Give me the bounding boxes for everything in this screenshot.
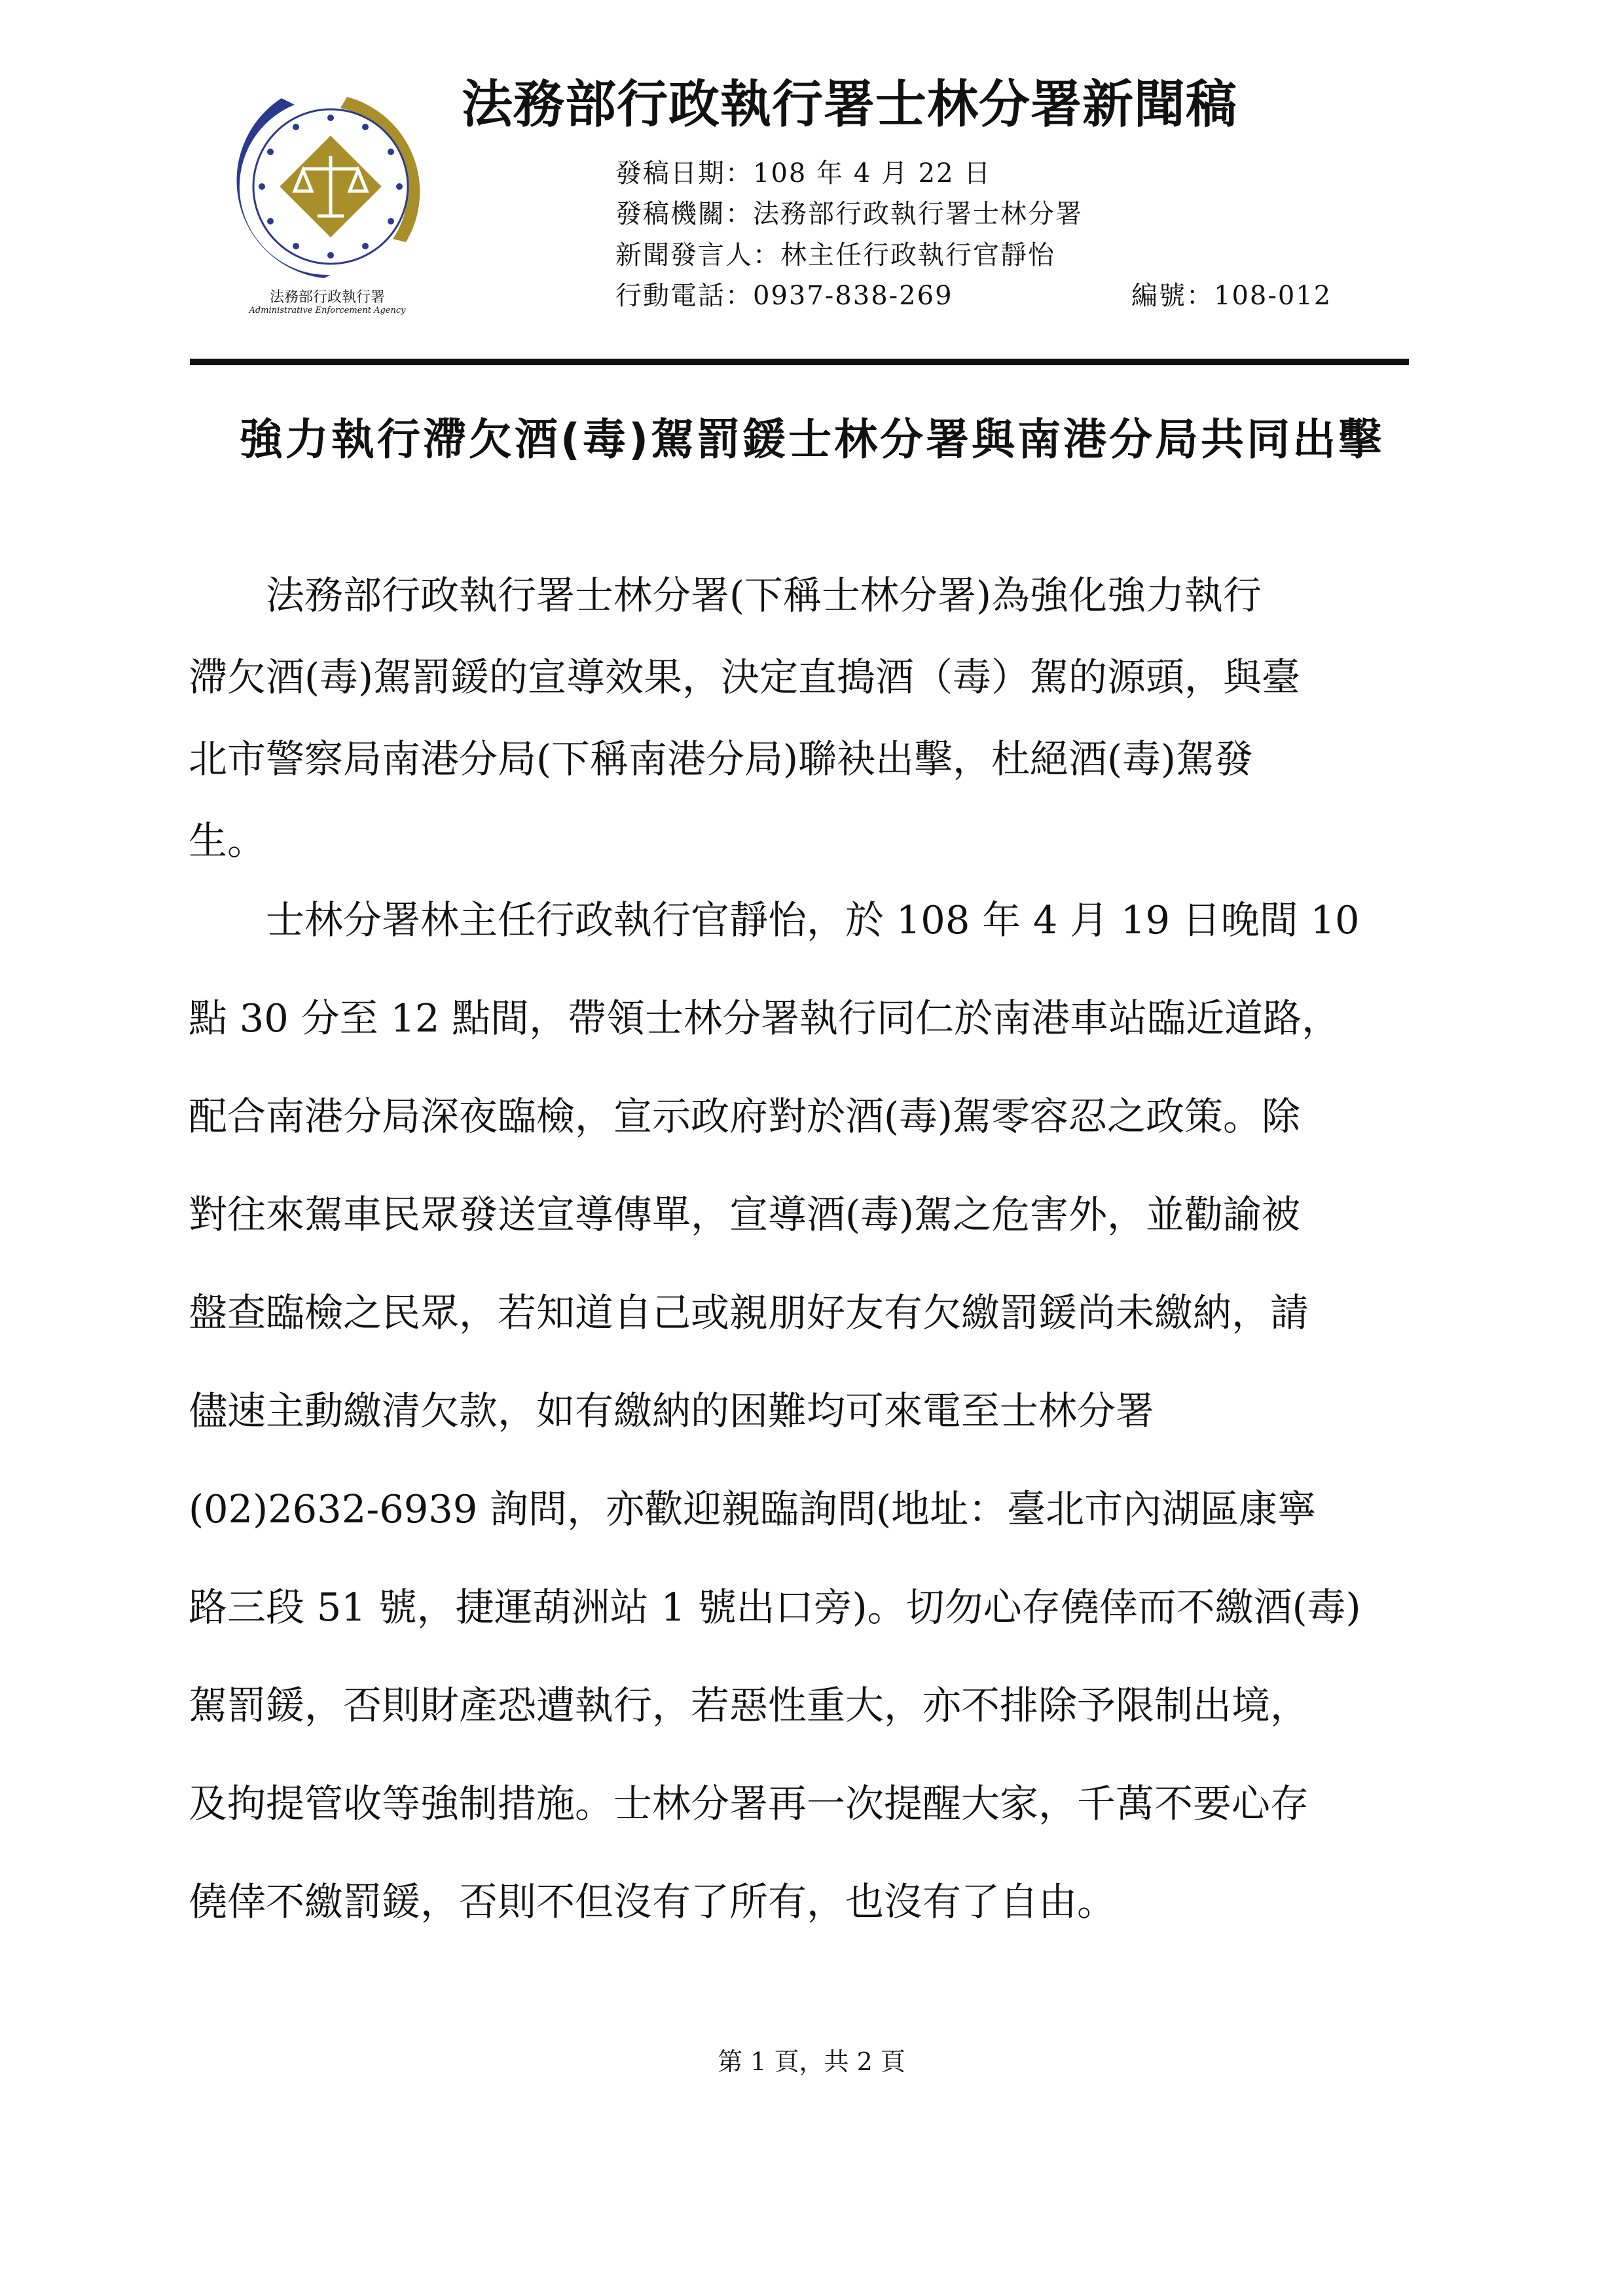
body-line: 及拘提管收等強制措施。士林分署再一次提醒大家，千萬不要心存 <box>189 1781 1309 1826</box>
headline: 強力執行滯欠酒(毒)駕罰鍰士林分署與南港分局共同出擊 <box>239 414 1385 465</box>
body-line: 法務部行政執行署士林分署(下稱士林分署)為強化強力執行 <box>189 573 1262 618</box>
release-agency: 發稿機關：法務部行政執行署士林分署 <box>615 199 1083 229</box>
body-line: 僥倖不繳罰鍰，否則不但沒有了所有，也沒有了自由。 <box>189 1879 1116 1924</box>
body-line: (02)2632-6939 詢問，亦歡迎親臨詢問(地址：臺北市內湖區康寧 <box>189 1486 1317 1532</box>
body-line: 路三段 51 號，捷運葫洲站 1 號出口旁)。切勿心存僥倖而不繳酒(毒) <box>189 1585 1361 1630</box>
body-line: 配合南港分局深夜臨檢，宣示政府對於酒(毒)駕零容忍之政策。除 <box>189 1094 1301 1139</box>
release-date: 發稿日期：108 年 4 月 22 日 <box>615 158 992 188</box>
body-line: 點 30 分至 12 點間，帶領士林分署執行同仁於南港車站臨近道路， <box>189 996 1341 1041</box>
agency-logo <box>196 79 458 327</box>
body-line: 儘速主動繳清欠款，如有繳納的困難均可來電至士林分署 <box>189 1388 1155 1433</box>
logo-agency-name: 法務部行政執行署 <box>269 289 385 306</box>
body-line: 北市警察局南港分局(下稱南港分局)聯袂出擊，杜絕酒(毒)駕發 <box>189 736 1254 781</box>
body-line: 生。 <box>189 818 266 863</box>
spokesperson: 新聞發言人：林主任行政執行官靜怡 <box>615 240 1055 270</box>
body-line: 盤查臨檢之民眾，若知道自己或親朋好友有欠繳罰鍰尚未繳納，請 <box>189 1290 1309 1335</box>
header-divider <box>190 359 1409 365</box>
body-line: 對往來駕車民眾發送宣導傳單，宣導酒(毒)駕之危害外，並勸諭被 <box>189 1192 1301 1237</box>
page-number: 第 1 頁，共 2 頁 <box>718 2047 905 2076</box>
body-line: 駕罰鍰，否則財產恐遭執行，若惡性重大，亦不排除予限制出境， <box>189 1683 1309 1728</box>
serial-number: 編號：108-012 <box>1131 281 1332 311</box>
mobile-phone: 行動電話：0937-838-269 <box>615 281 953 311</box>
body-line: 滯欠酒(毒)駕罰鍰的宣導效果，決定直搗酒（毒）駕的源頭，與臺 <box>189 655 1301 700</box>
agency-emblem-icon <box>196 79 458 288</box>
press-release-title: 法務部行政執行署士林分署新聞稿 <box>462 75 1238 134</box>
body-line: 士林分署林主任行政執行官靜怡，於 108 年 4 月 19 日晚間 10 <box>189 897 1360 942</box>
logo-agency-english: Administrative Enforcement Agency <box>249 306 406 315</box>
